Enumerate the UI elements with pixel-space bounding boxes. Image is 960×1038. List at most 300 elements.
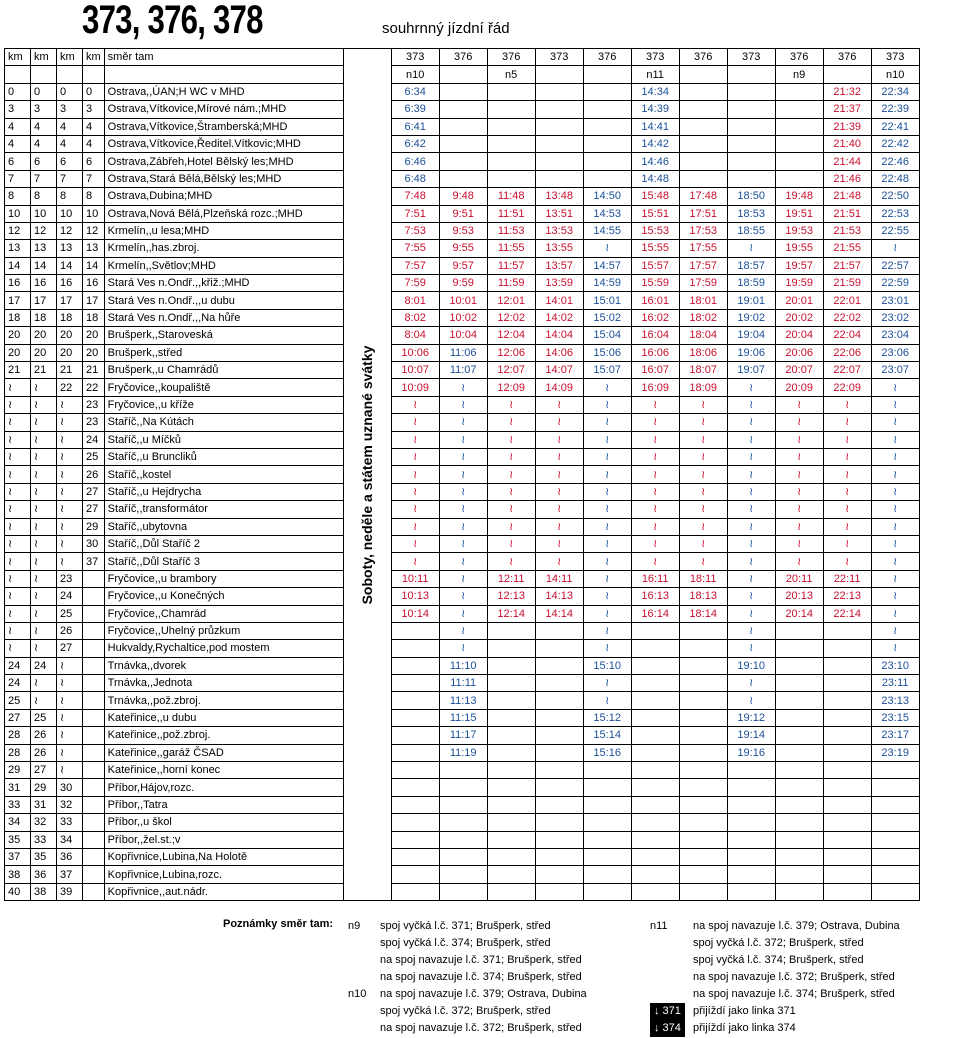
time-cell: 18:59 bbox=[727, 275, 775, 292]
stop-name: Ostrava,Zábřeh,Hotel Bělský les;MHD bbox=[104, 153, 343, 170]
time-cell bbox=[775, 118, 823, 135]
time-cell bbox=[823, 744, 871, 761]
time-cell: 6:42 bbox=[391, 135, 439, 152]
time-cell: ≀ bbox=[535, 501, 583, 518]
stop-name: Ostrava,Nová Bělá,Plzeňská rozc.;MHD bbox=[104, 205, 343, 222]
time-cell: 17:59 bbox=[679, 275, 727, 292]
time-cell: ≀ bbox=[823, 535, 871, 552]
time-cell bbox=[583, 83, 631, 100]
note-code: n10 bbox=[348, 988, 367, 1000]
km-cell: ≀ bbox=[57, 518, 83, 535]
time-cell: 11:11 bbox=[439, 675, 487, 692]
km-cell: ≀ bbox=[5, 570, 31, 587]
time-cell: 18:13 bbox=[679, 588, 727, 605]
time-cell: ≀ bbox=[871, 379, 919, 396]
stop-name: Ostrava,Vítkovice,Ředitel.Vítkovic;MHD bbox=[104, 135, 343, 152]
time-cell: 10:06 bbox=[391, 344, 439, 361]
table-row bbox=[5, 831, 920, 848]
stop-name: Ostrava,Vítkovice,Mírové nám.;MHD bbox=[104, 101, 343, 118]
time-cell bbox=[535, 640, 583, 657]
time-cell: ≀ bbox=[439, 622, 487, 639]
stop-name: Krmelín,,Světlov;MHD bbox=[104, 257, 343, 274]
time-cell: 20:04 bbox=[775, 327, 823, 344]
table-row bbox=[5, 188, 920, 205]
km-cell: ≀ bbox=[57, 553, 83, 570]
time-cell bbox=[391, 762, 439, 779]
empty-cell bbox=[104, 66, 343, 83]
time-cell bbox=[631, 814, 679, 831]
km-cell: 17 bbox=[31, 292, 57, 309]
time-cell: 15:06 bbox=[583, 344, 631, 361]
time-cell: 14:13 bbox=[535, 588, 583, 605]
time-cell: 16:13 bbox=[631, 588, 679, 605]
time-cell: ≀ bbox=[535, 535, 583, 552]
km-cell: 6 bbox=[31, 153, 57, 170]
time-cell bbox=[487, 101, 535, 118]
km-cell: 25 bbox=[31, 709, 57, 726]
time-cell: 20:11 bbox=[775, 570, 823, 587]
time-cell bbox=[439, 170, 487, 187]
time-cell bbox=[487, 135, 535, 152]
time-cell bbox=[823, 675, 871, 692]
km-cell: ≀ bbox=[57, 727, 83, 744]
time-cell bbox=[487, 779, 535, 796]
time-cell bbox=[487, 744, 535, 761]
table-row bbox=[5, 640, 920, 657]
time-cell bbox=[823, 866, 871, 883]
time-cell: ≀ bbox=[631, 396, 679, 413]
time-cell: 8:01 bbox=[391, 292, 439, 309]
km-cell: 21 bbox=[83, 362, 105, 379]
time-cell bbox=[391, 640, 439, 657]
time-cell: ≀ bbox=[535, 483, 583, 500]
time-cell: 14:01 bbox=[535, 292, 583, 309]
km-cell: 25 bbox=[83, 448, 105, 465]
time-cell: 7:51 bbox=[391, 205, 439, 222]
time-cell: ≀ bbox=[871, 588, 919, 605]
time-cell: ≀ bbox=[871, 431, 919, 448]
time-cell: 22:59 bbox=[871, 275, 919, 292]
km-cell: 10 bbox=[83, 205, 105, 222]
time-cell: ≀ bbox=[679, 414, 727, 431]
table-row bbox=[5, 518, 920, 535]
km-cell: 26 bbox=[57, 622, 83, 639]
time-cell: 11:59 bbox=[487, 275, 535, 292]
time-cell bbox=[775, 814, 823, 831]
time-cell: 19:06 bbox=[727, 344, 775, 361]
km-cell: 25 bbox=[57, 605, 83, 622]
time-cell: ≀ bbox=[631, 553, 679, 570]
time-cell bbox=[583, 153, 631, 170]
km-cell: ≀ bbox=[31, 379, 57, 396]
stop-name: Fryčovice,,koupaliště bbox=[104, 379, 343, 396]
stop-name: Staříč,,u Míčků bbox=[104, 431, 343, 448]
stop-name: Brušperk,,střed bbox=[104, 344, 343, 361]
time-cell: ≀ bbox=[583, 414, 631, 431]
table-row bbox=[5, 605, 920, 622]
stop-name: Příbor,Hájov,rozc. bbox=[104, 779, 343, 796]
time-cell: ≀ bbox=[679, 466, 727, 483]
time-cell: 11:17 bbox=[439, 727, 487, 744]
time-cell bbox=[439, 779, 487, 796]
note-text: spoj vyčká l.č. 371; Brušperk, střed bbox=[380, 920, 551, 932]
stop-name: Ostrava,Dubina;MHD bbox=[104, 188, 343, 205]
time-cell: 14:07 bbox=[535, 362, 583, 379]
km-cell: ≀ bbox=[31, 448, 57, 465]
time-cell: 21:48 bbox=[823, 188, 871, 205]
km-cell: ≀ bbox=[5, 501, 31, 518]
time-cell bbox=[727, 83, 775, 100]
km-cell: 8 bbox=[83, 188, 105, 205]
time-cell: 20:13 bbox=[775, 588, 823, 605]
time-cell bbox=[487, 692, 535, 709]
time-cell: 10:01 bbox=[439, 292, 487, 309]
time-cell bbox=[535, 814, 583, 831]
time-cell: 22:07 bbox=[823, 362, 871, 379]
time-cell: ≀ bbox=[775, 535, 823, 552]
time-cell: 14:50 bbox=[583, 188, 631, 205]
time-cell: 10:04 bbox=[439, 327, 487, 344]
km-cell bbox=[83, 866, 105, 883]
km-cell: 6 bbox=[57, 153, 83, 170]
stop-name: Kateřinice,,pož.zbroj. bbox=[104, 727, 343, 744]
time-cell bbox=[727, 779, 775, 796]
time-cell bbox=[439, 814, 487, 831]
time-cell: 11:57 bbox=[487, 257, 535, 274]
table-row bbox=[5, 466, 920, 483]
km-cell: 4 bbox=[5, 135, 31, 152]
km-cell: 27 bbox=[83, 483, 105, 500]
note-header: n5 bbox=[487, 66, 535, 83]
time-cell: 7:48 bbox=[391, 188, 439, 205]
time-cell bbox=[439, 118, 487, 135]
empty-cell bbox=[31, 66, 57, 83]
time-cell: 15:14 bbox=[583, 727, 631, 744]
time-cell bbox=[631, 744, 679, 761]
time-cell: ≀ bbox=[775, 466, 823, 483]
time-cell bbox=[487, 153, 535, 170]
time-cell: 20:14 bbox=[775, 605, 823, 622]
km-cell: 32 bbox=[31, 814, 57, 831]
time-cell: ≀ bbox=[439, 501, 487, 518]
time-cell bbox=[727, 796, 775, 813]
time-cell: ≀ bbox=[535, 431, 583, 448]
km-cell bbox=[83, 727, 105, 744]
time-cell: 19:51 bbox=[775, 205, 823, 222]
note-code bbox=[650, 1020, 685, 1037]
time-cell bbox=[727, 831, 775, 848]
time-cell: 15:48 bbox=[631, 188, 679, 205]
time-cell: 12:06 bbox=[487, 344, 535, 361]
stop-name: Ostrava,Stará Bělá,Bělský les;MHD bbox=[104, 170, 343, 187]
time-cell bbox=[679, 779, 727, 796]
time-cell: ≀ bbox=[583, 640, 631, 657]
km-cell: ≀ bbox=[5, 396, 31, 413]
time-cell: 16:11 bbox=[631, 570, 679, 587]
time-cell: ≀ bbox=[535, 448, 583, 465]
km-cell: 24 bbox=[5, 675, 31, 692]
time-cell bbox=[487, 657, 535, 674]
km-cell: 33 bbox=[57, 814, 83, 831]
header-row bbox=[5, 49, 920, 66]
time-cell bbox=[679, 118, 727, 135]
time-cell: 16:01 bbox=[631, 292, 679, 309]
km-cell: 16 bbox=[57, 275, 83, 292]
time-cell bbox=[535, 831, 583, 848]
time-cell: ≀ bbox=[823, 448, 871, 465]
time-cell bbox=[679, 622, 727, 639]
km-cell: 27 bbox=[83, 501, 105, 518]
time-cell bbox=[391, 675, 439, 692]
time-cell bbox=[775, 692, 823, 709]
time-cell bbox=[727, 170, 775, 187]
km-cell: 27 bbox=[57, 640, 83, 657]
time-cell bbox=[775, 675, 823, 692]
table-row bbox=[5, 762, 920, 779]
table-row bbox=[5, 118, 920, 135]
time-cell: ≀ bbox=[871, 570, 919, 587]
time-cell bbox=[775, 622, 823, 639]
time-cell: ≀ bbox=[583, 396, 631, 413]
time-cell: ≀ bbox=[679, 518, 727, 535]
km-cell: 29 bbox=[5, 762, 31, 779]
km-cell: 33 bbox=[31, 831, 57, 848]
time-cell: ≀ bbox=[727, 501, 775, 518]
time-cell bbox=[535, 153, 583, 170]
time-cell bbox=[535, 170, 583, 187]
time-cell bbox=[871, 779, 919, 796]
km-cell: ≀ bbox=[31, 535, 57, 552]
time-cell bbox=[487, 831, 535, 848]
time-cell: ≀ bbox=[679, 396, 727, 413]
time-cell bbox=[487, 709, 535, 726]
time-cell bbox=[727, 814, 775, 831]
time-cell: 22:53 bbox=[871, 205, 919, 222]
stop-name: Brušperk,,Staroveská bbox=[104, 327, 343, 344]
km-cell: 0 bbox=[5, 83, 31, 100]
km-cell bbox=[83, 744, 105, 761]
km-cell: ≀ bbox=[57, 762, 83, 779]
km-cell: 26 bbox=[31, 744, 57, 761]
stop-name: Krmelín,,u lesa;MHD bbox=[104, 222, 343, 239]
km-cell: 20 bbox=[57, 344, 83, 361]
km-cell: 4 bbox=[57, 135, 83, 152]
km-cell: ≀ bbox=[5, 553, 31, 570]
time-cell bbox=[439, 83, 487, 100]
time-cell: ≀ bbox=[391, 466, 439, 483]
time-cell bbox=[487, 83, 535, 100]
time-cell bbox=[535, 675, 583, 692]
time-cell: 22:55 bbox=[871, 222, 919, 239]
time-cell bbox=[775, 640, 823, 657]
note-header bbox=[727, 66, 775, 83]
km-cell: ≀ bbox=[31, 501, 57, 518]
note-text: spoj vyčká l.č. 374; Brušperk, střed bbox=[693, 954, 864, 966]
km-cell: ≀ bbox=[31, 431, 57, 448]
km-cell: ≀ bbox=[5, 640, 31, 657]
time-cell bbox=[727, 153, 775, 170]
time-cell: ≀ bbox=[727, 518, 775, 535]
km-cell: 16 bbox=[83, 275, 105, 292]
stop-name: Kopřivnice,Lubina,rozc. bbox=[104, 866, 343, 883]
stop-name: Ostrava,,ÚAN;H WC v MHD bbox=[104, 83, 343, 100]
km-cell: ≀ bbox=[5, 605, 31, 622]
time-cell bbox=[631, 848, 679, 865]
time-cell: ≀ bbox=[487, 466, 535, 483]
time-cell: 22:04 bbox=[823, 327, 871, 344]
time-cell: 13:53 bbox=[535, 222, 583, 239]
time-cell bbox=[679, 170, 727, 187]
time-cell: 20:06 bbox=[775, 344, 823, 361]
km-cell bbox=[83, 640, 105, 657]
time-cell: ≀ bbox=[727, 640, 775, 657]
time-cell: ≀ bbox=[631, 535, 679, 552]
timetable bbox=[4, 48, 920, 901]
time-cell: 22:57 bbox=[871, 257, 919, 274]
time-cell: 21:53 bbox=[823, 222, 871, 239]
time-cell: 6:46 bbox=[391, 153, 439, 170]
time-cell: ≀ bbox=[823, 396, 871, 413]
time-cell: 19:10 bbox=[727, 657, 775, 674]
km-cell: 16 bbox=[31, 275, 57, 292]
time-cell: 9:53 bbox=[439, 222, 487, 239]
time-cell: ≀ bbox=[871, 535, 919, 552]
time-cell: 16:04 bbox=[631, 327, 679, 344]
time-cell: 18:57 bbox=[727, 257, 775, 274]
table-row bbox=[5, 431, 920, 448]
km-cell: ≀ bbox=[31, 675, 57, 692]
km-cell: 23 bbox=[83, 414, 105, 431]
column-header: km bbox=[31, 49, 57, 66]
time-cell: 18:01 bbox=[679, 292, 727, 309]
time-cell bbox=[871, 848, 919, 865]
km-cell: 24 bbox=[83, 431, 105, 448]
time-cell bbox=[631, 692, 679, 709]
time-cell: 8:04 bbox=[391, 327, 439, 344]
km-cell: 7 bbox=[31, 170, 57, 187]
time-cell bbox=[535, 779, 583, 796]
time-cell: 22:02 bbox=[823, 309, 871, 326]
time-cell bbox=[775, 153, 823, 170]
time-cell bbox=[871, 796, 919, 813]
time-cell: 10:02 bbox=[439, 309, 487, 326]
km-cell: 30 bbox=[83, 535, 105, 552]
km-cell: 38 bbox=[5, 866, 31, 883]
time-cell bbox=[631, 727, 679, 744]
time-cell: ≀ bbox=[631, 483, 679, 500]
time-cell: ≀ bbox=[535, 553, 583, 570]
time-cell: 18:53 bbox=[727, 205, 775, 222]
time-cell bbox=[871, 762, 919, 779]
time-cell: 14:55 bbox=[583, 222, 631, 239]
time-cell: 14:42 bbox=[631, 135, 679, 152]
table-row bbox=[5, 814, 920, 831]
time-cell: 22:48 bbox=[871, 170, 919, 187]
km-cell: 22 bbox=[57, 379, 83, 396]
time-cell bbox=[775, 831, 823, 848]
km-cell: ≀ bbox=[57, 501, 83, 518]
time-cell: 21:51 bbox=[823, 205, 871, 222]
time-cell: 19:59 bbox=[775, 275, 823, 292]
time-cell: ≀ bbox=[631, 414, 679, 431]
km-cell bbox=[83, 814, 105, 831]
note-header bbox=[535, 66, 583, 83]
time-cell bbox=[727, 866, 775, 883]
stop-name: Krmelín,,has.zbroj. bbox=[104, 240, 343, 257]
time-cell: ≀ bbox=[535, 396, 583, 413]
time-cell: 21:40 bbox=[823, 135, 871, 152]
time-cell bbox=[535, 709, 583, 726]
km-cell: 20 bbox=[83, 327, 105, 344]
stop-name: Kopřivnice,,aut.nádr. bbox=[104, 883, 343, 900]
time-cell: 9:59 bbox=[439, 275, 487, 292]
note-text: spoj vyčká l.č. 374; Brušperk, střed bbox=[380, 937, 551, 949]
time-cell: ≀ bbox=[391, 501, 439, 518]
empty-cell bbox=[5, 66, 31, 83]
time-cell: ≀ bbox=[583, 448, 631, 465]
time-cell: 20:01 bbox=[775, 292, 823, 309]
time-cell bbox=[775, 762, 823, 779]
time-cell bbox=[535, 101, 583, 118]
km-cell: 8 bbox=[5, 188, 31, 205]
time-cell bbox=[631, 709, 679, 726]
time-cell: ≀ bbox=[439, 553, 487, 570]
time-cell: 22:14 bbox=[823, 605, 871, 622]
time-cell: ≀ bbox=[679, 448, 727, 465]
note-text: na spoj navazuje l.č. 372; Brušperk, střed bbox=[380, 1022, 582, 1034]
time-cell: 14:57 bbox=[583, 257, 631, 274]
km-cell: 28 bbox=[5, 744, 31, 761]
km-cell: 4 bbox=[83, 118, 105, 135]
time-cell bbox=[679, 692, 727, 709]
time-cell bbox=[583, 848, 631, 865]
time-cell bbox=[391, 744, 439, 761]
time-cell bbox=[535, 692, 583, 709]
time-cell: ≀ bbox=[439, 414, 487, 431]
column-header: km bbox=[57, 49, 83, 66]
time-cell bbox=[775, 135, 823, 152]
km-cell: 4 bbox=[83, 135, 105, 152]
table-row bbox=[5, 553, 920, 570]
km-cell: 4 bbox=[31, 118, 57, 135]
time-cell: ≀ bbox=[727, 448, 775, 465]
km-cell: ≀ bbox=[31, 692, 57, 709]
time-cell: ≀ bbox=[391, 448, 439, 465]
time-cell bbox=[391, 848, 439, 865]
time-cell: ≀ bbox=[583, 466, 631, 483]
km-cell: ≀ bbox=[5, 588, 31, 605]
km-cell: 0 bbox=[31, 83, 57, 100]
time-cell bbox=[583, 796, 631, 813]
time-cell bbox=[775, 657, 823, 674]
km-cell: 8 bbox=[31, 188, 57, 205]
time-cell: ≀ bbox=[727, 396, 775, 413]
time-cell bbox=[391, 814, 439, 831]
km-cell: 17 bbox=[83, 292, 105, 309]
time-cell bbox=[631, 675, 679, 692]
km-cell: ≀ bbox=[57, 657, 83, 674]
km-cell: ≀ bbox=[57, 692, 83, 709]
km-cell bbox=[83, 709, 105, 726]
note-code bbox=[650, 1003, 685, 1020]
time-cell: 15:12 bbox=[583, 709, 631, 726]
time-cell: 18:11 bbox=[679, 570, 727, 587]
table-row bbox=[5, 501, 920, 518]
km-cell: 38 bbox=[31, 883, 57, 900]
km-cell: 31 bbox=[31, 796, 57, 813]
time-cell bbox=[487, 622, 535, 639]
time-cell: 23:13 bbox=[871, 692, 919, 709]
